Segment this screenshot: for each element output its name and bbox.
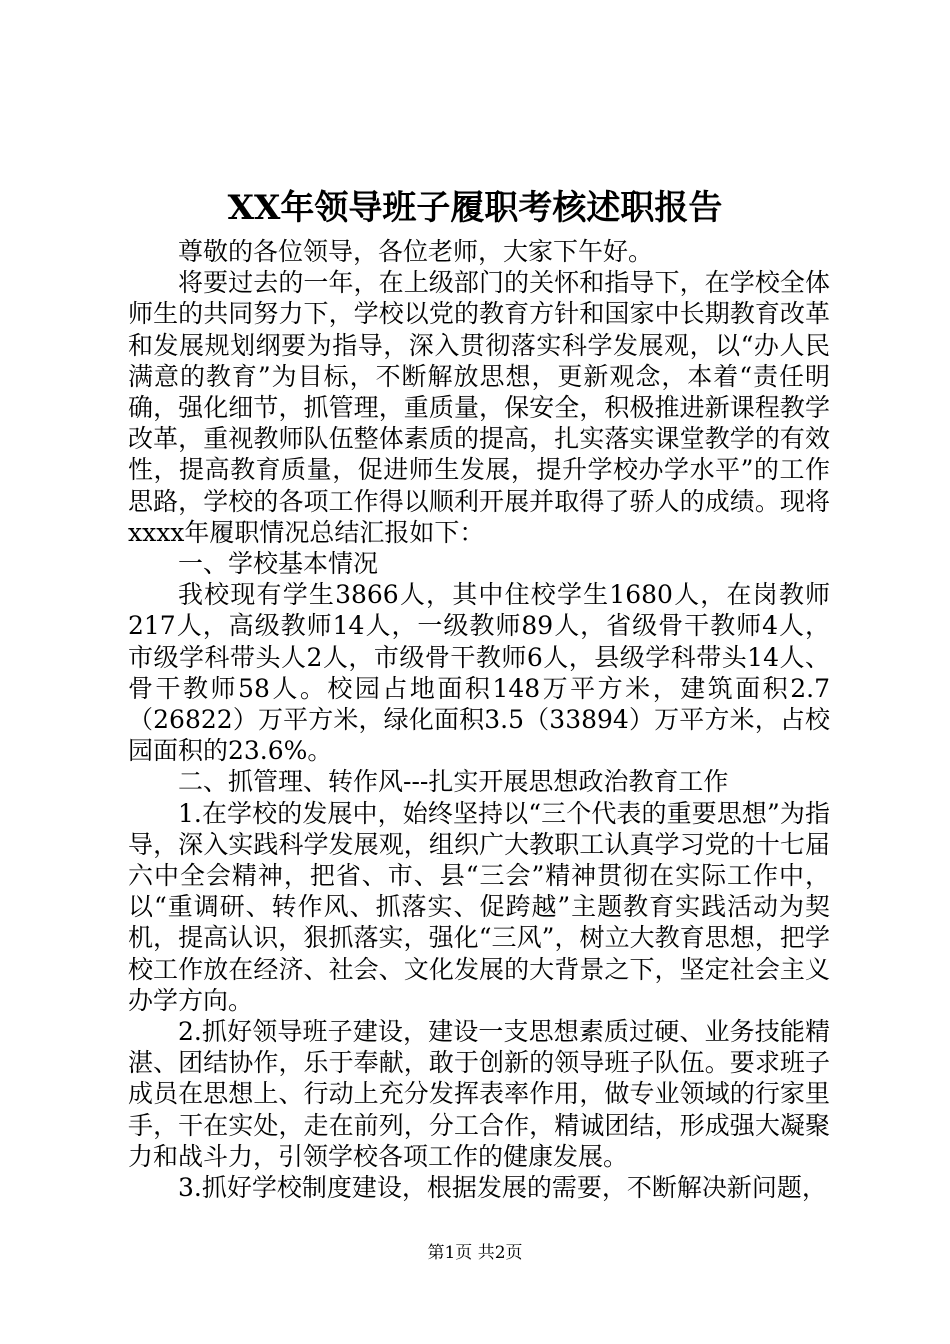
intro-paragraph: 将要过去的一年，在上级部门的关怀和指导下，在学校全体师生的共同努力下，学校以党的教育方针和国家中长期教育改革和发展规划纲要为指导，深入贯彻落实科学发展观，以“办人民满意的教育”为目标，不断解放思想，更新观念，本着“责任明确，强化细节，抓管理，重质量，保安全，积极推进新课程教学改革，重视教师队伍整体素质的提高，扎实落实课堂教学的有效性，提高教育质量，促进师生发展，提升学校办学水平”的工作思路，学校的各项工作得以顺利开展并取得了骄人的成绩。现将xxxx年履职情况总结汇报如下： (128, 268, 830, 547)
school-info-paragraph: 我校现有学生3866人，其中住校学生1680人，在岗教师217人，高级教师14人，一级教师89人，省级骨干教师4人，市级学科带头人2人，市级骨干教师6人，县级学科带头14人、骨干教师58人。校园占地面积148万平方米，建筑面积2.7（26822）万平方米，绿化面积3.5（33894）万平方米，占校园面积的23.6%。 (128, 580, 830, 766)
document-body (128, 236, 830, 1203)
section-heading-1: 一、学校基本情况 (178, 549, 379, 579)
item-2-paragraph: 2.抓好领导班子建设，建设一支思想素质过硬、业务技能精湛、团结协作，乐于奉献，敢于创新的领导班子队伍。要求班子成员在思想上、行动上充分发挥表率作用，做专业领域的行家里手，干在实处，走在前列，分工合作，精诚团结，形成强大凝聚力和战斗力，引领学校各项工作的健康发展。 (128, 1017, 830, 1171)
page-indicator: 第1页 共2页 (427, 1243, 523, 1263)
item-1-paragraph: 1.在学校的发展中，始终坚持以“三个代表的重要思想”为指导，深入实践科学发展观，组织广大教职工认真学习党的十七届六中全会精神，把省、市、县“三会”精神贯彻在实际工作中，以“重调研、转作风、抓落实、促跨越”主题教育实践活动为契机，提高认识，狠抓落实，强化“三风”，树立大教育思想，把学校工作放在经济、社会、文化发展的大背景之下，坚定社会主义办学方向。 (128, 798, 830, 1015)
section-heading-2: 二、抓管理、转作风---扎实开展思想政治教育工作 (178, 767, 729, 797)
item-3-paragraph: 3.抓好学校制度建设，根据发展的需要，不断解决新问题， (178, 1173, 827, 1203)
greeting-paragraph: 尊敬的各位领导，各位老师，大家下午好。 (178, 237, 654, 266)
document-title: XX年领导班子履职考核述职报告 (227, 188, 723, 228)
